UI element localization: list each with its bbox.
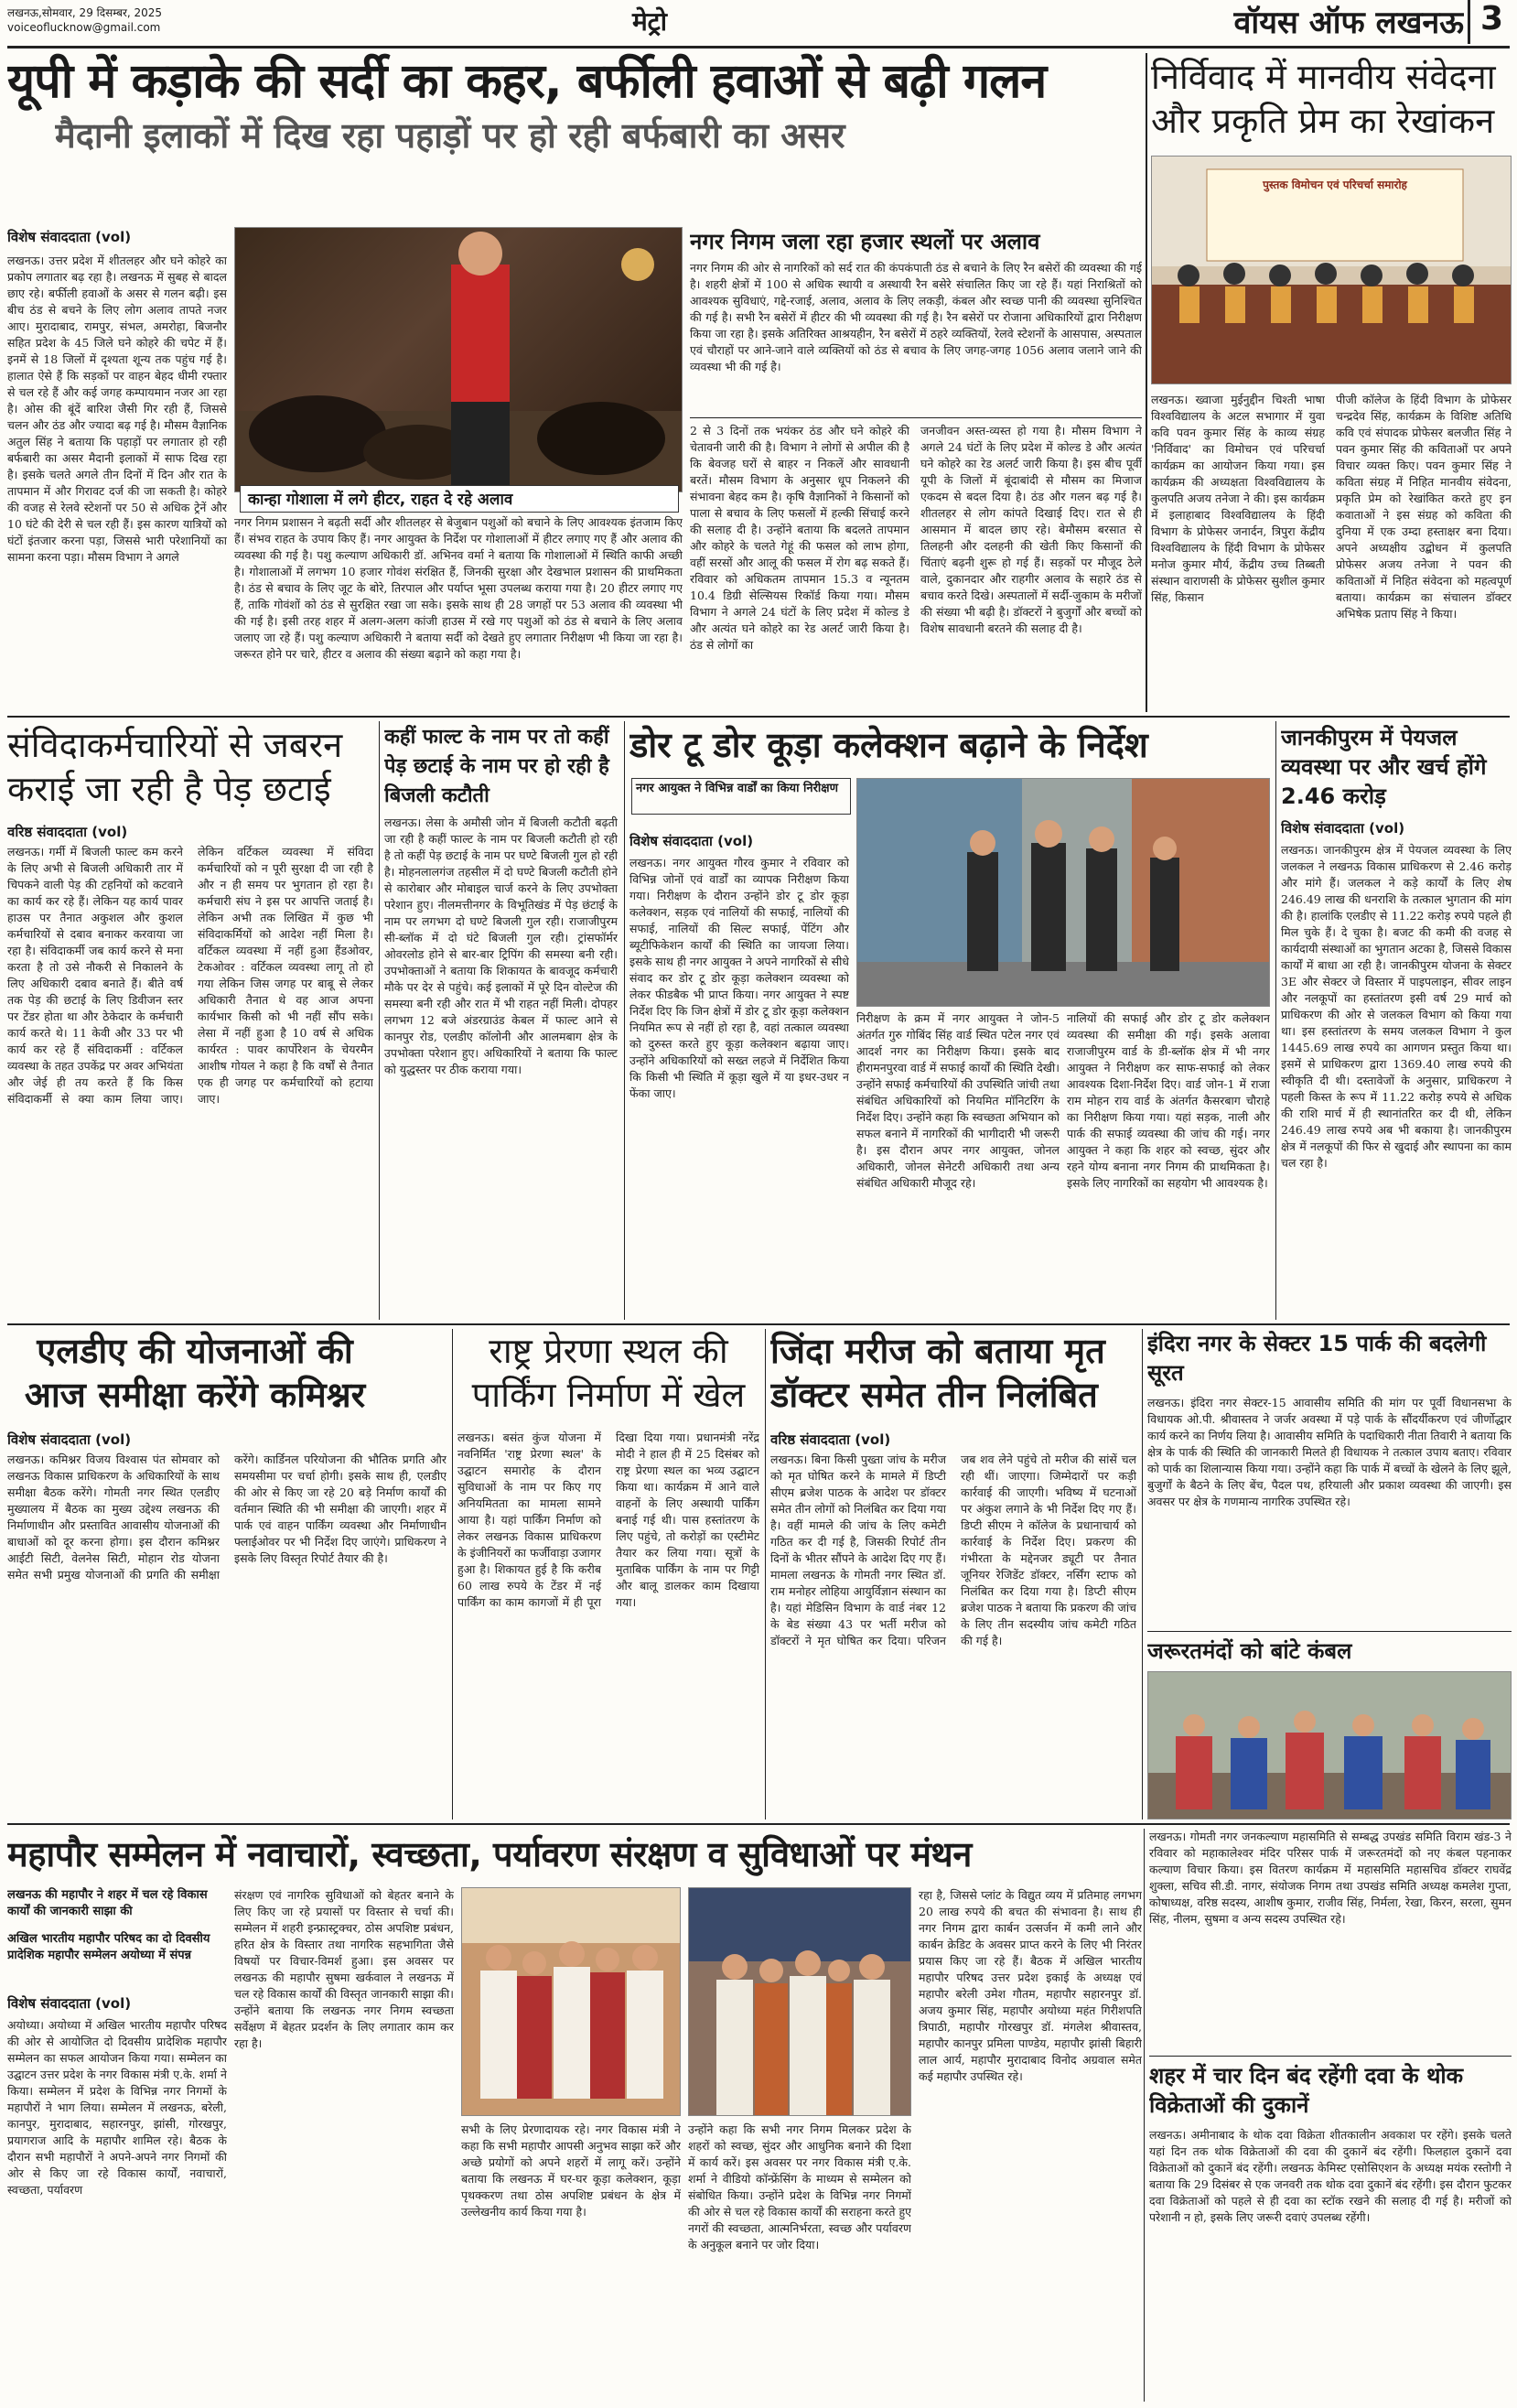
- contract-body: लखनऊ। गर्मी में बिजली फाल्ट कम करने के लिए अभी से बिजली अधिकारी तार में चिपकने वाली पेड़ की टहनियों को कटवाने का कार्य कर रहे हैं। लेकिन यह कार्य पावर हाउस पर तैनात अकुशल और कुशल कर्मचारियों से दबाव बनाकर करवाया जा रहा है। संविदाकर्मी जब कार्य करने से मना करता है तो उसे नौकरी से निकालने के लिए अधिकारी दबाव बनाते हैं। बीते वर्ष तक पेड़ की छटाई के लिए डिवीजन स्तर पर टेंडर होता था और ठेकेदार के कर्मचारी कार्य करते थे। 11 केवी और 33 पर भी कार्य कर रहे हैं संविदाकर्मी : वर्टिकल व्यवस्था के तहत उपकेंद्र पर अवर अभियंता और जेई ही तय करते हैं कि किस संविदाकर्मी से क्या काम लिया जाए। लेकिन वर्टिकल व्यवस्था में संविदा कर्मचारियों को न पूरी सुरक्षा दी जा रही है और न ही समय पर भुगतान हो रहा है। कर्मचारी संघ ने इस पर आपत्ति जताई है। लेकिन अभी तक लिखित में कुछ भी संविदाकर्मियों को आदेश नहीं मिला है। वर्टिकल व्यवस्था में नहीं हुआ हैंडओवर, टेकओवर : वर्टिकल व्यवस्था लागू तो हो गया लेकिन जिस जगह पर बाबू से लेकर अधिकारी तैनात थे वह आज अपना कार्यभार किसी को भी नहीं सौंप सके। लेसा में नहीं हुआ है 10 वर्ष से अधिक कार्यरत : पावर कार्पोरेशन के चेयरमैन आशीष गोयल ने कहा है कि वर्षों से तैनात एक ही जगह पर कर्मचारियों को हटाया जाए।: [7, 845, 373, 1106]
- contract-byline: वरिष्ठ संवाददाता (vol): [7, 824, 128, 840]
- col-rule: [624, 721, 625, 1320]
- fault-headline: कहीं फाल्ट के नाम पर तो कहीं पेड़ छटाई के नाम पर हो रही है बिजली कटौती: [384, 726, 609, 807]
- masthead-rule: [7, 46, 1510, 49]
- masthead-email: voiceoflucknow@gmail.com: [7, 21, 161, 34]
- lead-headline: यूपी में कड़ाके की सर्दी का कहर, बर्फीली हवाओं से बढ़ी गलन: [7, 54, 1047, 109]
- fault-body: लखनऊ। लेसा के अमौसी जोन में बिजली कटौती बढ़ती जा रही है कहीं फाल्ट के नाम पर बिजली कटौती हो रही है तो कहीं पेड़ छटाई के नाम पर घण्टे बिजली गुल हो रही है। मोहनलालगंज तहसील में दो घण्टे बिजली कटौती होने से कारोबार और मोबाइल चार्ज करने के लिए उपभोक्ता परेशान हुए। नीलमत्तीनगर के विभूतिखंड में पेड़ छंटाई के नाम पर लगभग दो घण्टे बिजली गुल रही। राजाजीपुरम सी-ब्लॉक में दो घंटे बिजली गुल रही। ट्रांसफॉर्मर ओवरलोड होने से बार-बार ट्रिपिंग की समस्या बनी रही। उपभोक्ताओं ने बताया कि शिकायत के बावजूद कर्मचारी मौके पर देर से पहुंचे। कई इलाकों में पूरे दिन वोल्टेज की समस्या बनी रही और रात में भी राहत नहीं मिली। दोपहर लगभग 12 बजे अंडरग्राउंड केबल में फाल्ट आने से कानपुर रोड, एलडीए कॉलोनी और आलमबाग क्षेत्र के उपभोक्ता परेशान हुए। अधिकारियों ने बताया कि फाल्ट को युद्धस्तर पर ठीक कराया गया।: [384, 815, 618, 1076]
- mayor-bullet-2: अखिल भारतीय महापौर परिषद का दो दिवसीय प्रादेशिक महापौर सम्मेलन अयोध्या में संपन्न: [7, 1932, 210, 1962]
- mayor-illustration-1: [462, 1888, 681, 2116]
- mayor-illustration-2: [689, 1888, 911, 2116]
- row-rule: [7, 1823, 1510, 1825]
- masthead-date-block: [7, 5, 309, 42]
- masthead-date: लखनऊ,सोमवार, 29 दिसम्बर, 2025: [7, 6, 163, 19]
- humanity-col1: लखनऊ। ख्वाजा मुईनुद्दीन चिश्ती भाषा विश्वविद्यालय के अटल सभागार में युवा कवि पवन कुमार सिंह के काव्य संग्रह 'निर्विवाद' का विमोचन एवं परिचर्चा कार्यक्रम का आयोजन किया गया। इस कार्यक्रम की अध्यक्षता विश्वविद्यालय के कुलपति अजय तनेजा ने की। इस कार्यक्रम में इलाहाबाद विश्वविद्यालय के हिंदी विभाग के प्रोफेसर जनार्दन, त्रिपुरा केंद्रीय विश्वविद्यालय के हिंदी विभाग के प्रोफेसर मनोज कुमार मौर्य, केंद्रीय उच्च तिब्बती संस्थान वाराणसी के प्रोफेसर सुशील कुमार सिंह, किसान: [1151, 393, 1325, 604]
- mayor-headline: महापौर सम्मेलन में नवाचारों, स्वच्छता, पर्यावरण संरक्षण व सुविधाओं पर मंथन: [7, 1834, 972, 1874]
- cow-shelter-illustration: [235, 228, 683, 492]
- blanket-headline: जरूरतमंदों को बांटे कंबल: [1147, 1638, 1352, 1664]
- lead-subhead: मैदानी इलाकों में दिख रहा पहाड़ों पर हो रही बर्फबारी का असर: [55, 115, 845, 156]
- medicine-headline: शहर में चार दिन बंद रहेंगी दवा के थोक विक्रेताओं की दुकानें: [1149, 2063, 1464, 2118]
- janki-body: लखनऊ। जानकीपुरम क्षेत्र में पेयजल व्यवस्था के लिए जलकल ने लखनऊ विकास प्राधिकरण से 2.46 करोड़ और मांगे हैं। जलकल ने कड़े कार्यों के लिए शेष 246.49 लाख की धनराशि के तत्काल भुगतान की मांग की है। हालांकि एलडीए से 11.22 करोड़ रुपये पहले ही मिल चुके हैं। दे चुका है। बजट की कमी की वजह से कार्यदायी संस्थाओं का भुगतान अटका है, जिससे विकास कार्यों में बाधा आ रही है। जानकीपुरम योजना के सेक्टर 3E और सेक्टर जे विस्तार में पाइपलाइन, सीवर लाइन और नलकूपों का हस्तांतरण इसी वर्ष 29 मार्च को प्राधिकरण की ओर से जलकल विभाग को किया गया था। इस हस्तांतरण के समय जलकल विभाग ने कुल 1445.69 लाख रुपये का आगणन प्रस्तुत किया था। इसमें से प्राधिकरण द्वारा 1369.40 लाख रुपये की स्वीकृति दी थी। दस्तावेजों के अनुसार, प्राधिकरण ने पहली किस्त के रूप में 11.22 करोड़ रुपये से अधिक की राशि मार्च में ही स्थानांतरित कर दी थी, लेकिन 246.49 लाख रुपये अब भी बकाया है। जानकीपुरम क्षेत्र में नलकूपों की फिर से खुदाई और स्थापना का काम चल रहा है।: [1281, 843, 1512, 1170]
- mayor-byline: विशेष संवाददाता (vol): [7, 1995, 132, 2012]
- col-rule: [765, 1329, 766, 1819]
- door-byline: विशेष संवाददाता (vol): [629, 833, 754, 849]
- blanket-illustration: [1148, 1672, 1512, 1819]
- col-rule: [1142, 1329, 1143, 1819]
- blanket-rule: [1149, 2056, 1512, 2057]
- patient-byline: वरिष्ठ संवाददाता (vol): [770, 1431, 891, 1448]
- inspection-illustration: [857, 779, 1270, 1007]
- lda-body: लखनऊ। कमिश्नर विजय विश्वास पंत सोमवार को लखनऊ विकास प्राधिकरण के अधिकारियों के साथ समीक्षा बैठक करेंगे। गोमती नगर स्थित एलडीए मुख्यालय में बैठक का मुख्य उद्देश्य लखनऊ की निर्माणाधीन और प्रस्तावित आवासीय योजनाओं की बाधाओं को दूर करना होगा। इस दौरान कमिश्नर आईटी सिटी, वेलनेस सिटी, मोहान रोड योजना समेत सभी प्रमुख योजनाओं की प्रगति की समीक्षा करेंगे। कार्डिनल परियोजना की भौतिक प्रगति और समयसीमा पर चर्चा होगी। इसके साथ ही, एलडीए की ओर से किए जा रहे 20 बड़े निर्माण कार्यों की वर्तमान स्थिति की भी समीक्षा की जाएगी। शहर में पार्क एवं वाहन पार्किंग व्यवस्था और निर्माणाधीन फ्लाईओवर पर भी निर्देश दिए जाएंगे। प्राधिकरण ने इसके लिए विस्तृत रिपोर्ट तैयार की है।: [7, 1452, 446, 1582]
- col-rule: [452, 1329, 453, 1819]
- lda-byline: विशेष संवाददाता (vol): [7, 1431, 132, 1448]
- mayor-photo-1: [461, 1887, 681, 2116]
- mayor-col4: रहा है, जिससे प्लांट के विद्युत व्यय में प्रतिमाह लगभग 20 लाख रुपये की बचत की संभावना है। साथ ही नगर निगम द्वारा कार्बन उत्सर्जन में कमी लाने और कार्बन क्रेडिट के अवसर प्राप्त करने के लिए भी निरंतर प्रयास किए जा रहे हैं। बैठक में अखिल भारतीय महापौर परिषद उत्तर प्रदेश इकाई के अध्यक्ष एवं महापौर बरेली उमेश गौतम, महापौर सहारनपुर डॉ. अजय कुमार सिंह, महापौर अयोध्या महंत गिरीशपति त्रिपाठी, महापौर गोरखपुर डॉ. मंगलेश श्रीवास्तव, महापौर कानपुर प्रमिला पाण्डेय, महापौर झांसी बिहारी लाल आर्य, महापौर मुरादाबाद विनोद अग्रवाल समेत कई महापौर उपस्थित रहे।: [919, 1888, 1142, 2083]
- mayor-col2: संरक्षण एवं नागरिक सुविधाओं को बेहतर बनाने के लिए किए जा रहे प्रयासों पर विस्तार से चर्चा की। सम्मेलन में शहरी इन्फ्रास्ट्रक्चर, ठोस अपशिष्ट प्रबंधन, हरित क्षेत्र के विस्तार तथा नागरिक सहभागिता जैसे विषयों पर विचार-विमर्श हुआ। इस अवसर पर लखनऊ की महापौर सुषमा खर्कवाल ने लखनऊ में चल रहे विकास कार्यों की विस्तृत जानकारी साझा की। उन्होंने बताया कि लखनऊ नगर निगम स्वच्छता सर्वेक्षण में बेहतर प्रदर्शन के लिए लगातार काम कर रहा है।: [234, 1888, 454, 2050]
- door-headline: डोर टू डोर कूड़ा कलेक्शन बढ़ाने के निर्देश: [629, 725, 1148, 765]
- section-title: मेट्रो: [631, 6, 668, 37]
- lead-col4: जनजीवन अस्त-व्यस्त हो गया है। मौसम विभाग ने अगले 24 घंटों के लिए प्रदेश में कोल्ड डे और अत्यंत घने कोहरे का रेड अलर्ट जारी किया है। इस बीच पूर्वी यूपी के जिलों में बूंदाबांदी से मौसम का मिजाज एकदम से बदल दिया है। ठंड और गलन बढ़ गई है। शीतलहर से लोग कांपते दिखाई दिए। रात से ही आसमान में बादल छाए रहे। बेमौसम बरसात से तिलहनी और दलहनी की खेती किए किसानों की चिंताएं बढ़नी शुरू हो गई हैं। सड़कों पर मौजूद ठेले वाले, दुकानदार और राहगीर अलाव के सहारे ठंड से बचाव करते दिखे। अस्पतालों में सर्दी-जुकाम के मरीजों की संख्या भी बढ़ी है। डॉक्टरों ने बुजुर्गों और बच्चों को विशेष सावधानी बरतने की सलाह दी है।: [920, 424, 1142, 635]
- inspection-photo: [856, 778, 1270, 1007]
- door-col1: लखनऊ। नगर आयुक्त गौरव कुमार ने रविवार को विभिन्न जोनों एवं वार्डों का व्यापक निरीक्षण किया गया। निरीक्षण के दौरान उन्होंने डोर टू डोर कूड़ा कलेक्शन, सड़क एवं नालियों की सफाई, नालियों की सफाई, नालियों की सिल्ट सफाई, पेंटिंग और ब्यूटीफिकेशन कार्यों की स्थिति का जायजा लिया। इसके साथ ही नगर आयुक्त ने अपने नागरिकों से सीधे संवाद कर डोर टू डोर कूड़ा कलेक्शन व्यवस्था को लेकर फीडबैक भी प्राप्त किया। नगर आयुक्त ने स्पष्ट निर्देश दिए कि जिन क्षेत्रों में डोर टू डोर कूड़ा कलेक्शन नियमित रूप से नहीं हो रहा है, वहां तत्काल व्यवस्था को दुरुस्त करते हुए कूड़ा कलेक्शन बढ़ाया जाए। उन्होंने अधिकारियों को सख्त लहजे में निर्देशित किया कि किसी भी स्थिति में कूड़ा खुले में या इधर-उधर न फेंका जाए।: [629, 856, 849, 1100]
- indira-rule: [1147, 1631, 1512, 1632]
- col-rule: [1146, 53, 1147, 712]
- indira-body: लखनऊ। इंदिरा नगर सेक्टर-15 आवासीय समिति की मांग पर पूर्वी विधानसभा के विधायक ओ.पी. श्रीवास्तव ने जर्जर अवस्था में पड़े पार्क के सौंदर्यीकरण एवं जीर्णोद्धार कार्य करने का निर्णय लिया है। आवासीय समिति के पदाधिकारी नीता तिवारी ने बताया कि क्षेत्र के पार्क की स्थिति की जानकारी मिलते ही विधायक ने तत्काल उपाय बताए। रविवार को पार्क का शिलान्यास किया गया। उन्होंने कहा कि पार्क में बच्चों के खेलने के लिए झूले, बुजुर्गों के बैठने के लिए बेंच, पैदल पथ, हरियाली और प्रकाश व्यवस्था की जाएगी। इस अवसर पर क्षेत्र के गणमान्य नागरिक उपस्थित रहे।: [1147, 1396, 1512, 1508]
- humanity-headline: निर्विवाद में मानवीय संवेदना और प्रकृति प्रेम का रेखांकन: [1151, 57, 1496, 141]
- lda-headline: एलडीए की योजनाओं की आज समीक्षा करेंगे कमिश्नर: [24, 1331, 366, 1415]
- bonfire-body: नगर निगम की ओर से नागरिकों को सर्द रात की कंपकंपाती ठंड से बचाने के लिए रैन बसेरों की व्यवस्था की गई है। शहरी क्षेत्रों में 100 से अधिक स्थायी व अस्थायी रैन बसेरे संचालित किए जा रहे हैं। यहां निराश्रितों को आवश्यक सुविधाएं, गद्दे-रजाई, अलाव, अलाव के लिए लकड़ी, कंबल और स्वच्छ पानी की व्यवस्था सुनिश्चित की गई है। सभी रैन बसेरों में हीटर की भी व्यवस्था की गई है। रैन बसेरों पर रोजाना अधिकारियों द्वारा निरीक्षण किया जा रहा है। इसके अतिरिक्त आश्रयहीन, रैन बसेरों में ठहरे व्यक्तियों, रेलवे स्टेशनों के आसपास, अस्पताल एवं चौराहों पर आने-जाने वाले व्यक्तियों को ठंड से बचाव के लिए जगह-जगह 1056 अलाव जलाने जाने की व्यवस्था भी की गई है।: [690, 261, 1142, 373]
- brand-title: वॉयस ऑफ लखनऊ: [1233, 5, 1464, 41]
- col-rule: [1144, 1829, 1145, 2402]
- door-bullet: नगर आयुक्त ने विभिन्न वार्डों का किया निरीक्षण: [631, 778, 851, 815]
- janki-byline: विशेष संवाददाता (vol): [1281, 820, 1405, 837]
- patient-headline: जिंदा मरीज को बताया मृत डॉक्टर समेत तीन निलंबित: [770, 1331, 1105, 1415]
- col-rule: [379, 721, 380, 1320]
- row-rule: [7, 716, 1510, 718]
- lead-byline: विशेष संवाददाता (vol): [7, 229, 132, 245]
- prerna-headline: राष्ट्र प्रेरणा स्थल की पार्किंग निर्माण में खेल: [471, 1331, 746, 1415]
- mayor-bullet-1: लखनऊ की महापौर ने शहर में चल रहे विकास कार्यों की जानकारी साझा की: [7, 1888, 208, 1918]
- row-rule: [7, 1323, 1510, 1325]
- mayor-photo-2: [688, 1887, 911, 2116]
- door-col3: नालियों की सफाई और डोर टू डोर कलेक्शन व्यवस्था की समीक्षा की गई। इसके अलावा राजाजीपुरम वार्ड के डी-ब्लॉक क्षेत्र में भी नगर आयुक्त ने निरीक्षण कर साफ-सफाई को लेकर आवश्यक दिशा-निर्देश दिए। वार्ड जोन-1 में राजा राम मोहन राय वार्ड के अंतर्गत कैसरबाग चौराहे का निरीक्षण किया गया। यहां सड़क, नाली और पार्क की सफाई व्यवस्था की जांच की गई। नगर आयुक्त ने कहा कि शहर को स्वच्छ, सुंदर और रहने योग्य बनाना नगर निगम की प्राथमिकता है। इसके लिए नागरिकों का सहयोग भी आवश्यक है।: [1067, 1011, 1270, 1190]
- mayor-col1: अयोध्या। अयोध्या में अखिल भारतीय महापौर परिषद की ओर से आयोजित दो दिवसीय प्रादेशिक महापौर सम्मेलन का सफल आयोजन किया गया। सम्मेलन का उद्घाटन उत्तर प्रदेश के नगर विकास मंत्री ए.के. शर्मा ने किया। सम्मेलन में प्रदेश के विभिन्न नगर निगमों के महापौरों ने भाग लिया। सम्मेलन में लखनऊ, बरेली, कानपुर, मुरादाबाद, सहारनपुर, झांसी, गोरखपुर, प्रयागराज आदि के महापौर शामिल रहे। बैठक के दौरान सभी महापौरों ने अपने-अपने नगर निगमों की ओर से किए जा रहे विकास कार्यों, नवाचारों, स्वच्छता, पर्यावरण: [7, 2018, 227, 2197]
- page-number: 3: [1468, 0, 1513, 44]
- lead-body: लखनऊ। उत्तर प्रदेश में शीतलहर और घने कोहरे का प्रकोप लगातार बढ़ रहा है। लखनऊ में सुबह से बादल छाए रहे। बर्फीली हवाओं के असर से गलन बढ़ी। इस बीच ठंड से बचने के लिए लोग अलाव तापते नजर आए। मुरादाबाद, रामपुर, संभल, अमरोहा, बिजनौर सहित प्रदेश के 45 जिले घने कोहरे की चपेट में हैं। इनमें से 18 जिलों में दृश्यता शून्य तक पहुंच गई है। हालात ऐसे हैं कि सड़कों पर वाहन बेहद धीमी रफ्तार से चल रहे हैं और कई जगह कम्पायमान नजर आ रहा है। ओस की बूंदें बारिश जैसी गिर रही हैं, जिससे चलन और ठंड और ज्यादा बढ़ गई है। मौसम वैज्ञानिक अतुल सिंह ने बताया कि पहाड़ों पर लगातार हो रही बर्फबारी का असर मैदानी इलाकों में साफ दिख रहा है। इसके चलते अगले तीन दिनों में दिन और रात के तापमान में और गिरावट दर्ज की जा सकती है। कोहरे की वजह से रेलवे स्टेशनों पर 50 से अधिक ट्रेनें और 10 घंटे की देरी से चल रही हैं। इस कारण यात्रियों को घंटों इंतजार करना पड़ा, जिससे भारी परेशानियों का सामना करना पड़ा। मौसम विभाग ने अगले: [7, 254, 227, 564]
- janki-headline: जानकीपुरम में पेयजल व्यवस्था पर और खर्च होंगे 2.46 करोड़: [1281, 725, 1487, 809]
- book-launch-banner: पुस्तक विमोचन एवं परिचर्चा समारोह: [1263, 178, 1407, 191]
- blanket-photo: [1147, 1671, 1512, 1819]
- cow-shelter-photo: [234, 227, 683, 492]
- bonfire-headline: नगर निगम जला रहा हजार स्थलों पर अलाव: [690, 229, 1040, 254]
- medicine-body: लखनऊ। अमीनाबाद के थोक दवा विक्रेता शीतकालीन अवकाश पर रहेंगे। इसके चलते यहां दिन तक थोक विक्रेताओं की दवा की दुकानें बंद रहेंगी। फिलहाल दुकानें दवा विक्रेताओं को दुकानें बंद रहेंगी। लखनऊ केमिस्ट एसोसिएशन के अध्यक्ष मयंक रस्तोगी ने बताया कि 29 दिसंबर से एक जनवरी तक थोक दवा दुकानें बंद रहेंगी। इस दौरान फुटकर दवा विक्रेताओं को पहले से ही दवा का स्टॉक रखने की सलाह दी गई है। मरीजों को परेशानी न हो, इसके लिए जरूरी दवाएं उपलब्ध रहेंगी।: [1149, 2128, 1512, 2224]
- mayor-col3: सभी के लिए प्रेरणादायक रहे। नगर विकास मंत्री ने कहा कि सभी महापौर आपसी अनुभव साझा करें और अच्छे प्रयोगों को अपने शहरों में लागू करें। उन्होंने बताया कि लखनऊ में घर-घर कूड़ा कलेक्शन, कूड़ा पृथक्करण तथा ठोस अपशिष्ट प्रबंधन के क्षेत्र में उल्लेखनीय कार्य किया गया है।: [461, 2122, 681, 2219]
- patient-body: लखनऊ। बिना किसी पुख्ता जांच के मरीज को मृत घोषित करने के मामले में डिप्टी सीएम ब्रजेश पाठक के आदेश पर डॉक्टर समेत तीन लोगों को निलंबित कर दिया गया है। वहीं मामले की जांच के लिए कमेटी गठित कर दी गई है, जिसकी रिपोर्ट तीन दिनों के भीतर सौंपने के आदेश दिए गए हैं। मामला लखनऊ के गोमती नगर स्थित डॉ. राम मनोहर लोहिया आयुर्विज्ञान संस्थान का है। यहां मेडिसिन विभाग के वार्ड नंबर 12 के बेड संख्या 43 पर भर्ती मरीज को डॉक्टरों ने मृत घोषित कर दिया। परिजन जब शव लेने पहुंचे तो मरीज की सांसें चल रही थीं। जाएगा। जिम्मेदारों पर कड़ी कार्रवाई की जाएगी। भविष्य में घटनाओं पर अंकुश लगाने के भी निर्देश दिए गए हैं। डिप्टी सीएम ने कॉलेज के प्रधानाचार्य को कार्रवाई के निर्देश दिए। प्रकरण की गंभीरता के मद्देनजर ड्यूटी पर तैनात जूनियर रेजिडेंट डॉक्टर, नर्सिंग स्टाफ को निलंबित कर दिया गया है। डिप्टी सीएम ब्रजेश पाठक ने बताया कि प्रकरण की जांच के लिए तीन सदस्यीय जांच कमेटी गठित की गई है।: [770, 1452, 1136, 1647]
- bonfire-rule: [690, 417, 1142, 418]
- indira-headline: इंदिरा नगर के सेक्टर 15 पार्क की बदलेगी सूरत: [1147, 1331, 1487, 1386]
- humanity-col2: पीजी कॉलेज के हिंदी विभाग के प्रोफेसर चन्द्रदेव सिंह, कार्यक्रम के विशिष्ट अतिथि कवि एवं संपादक प्रोफेसर बलजीत सिंह ने पवन कुमार सिंह की कविताओं पर अपने विचार व्यक्त किए। पवन कुमार सिंह ने कविता संग्रह में निहित मानवीय संवेदना, प्रकृति प्रेम को रेखांकित करते हुए इन कवाताओं ने इस संग्रह को कविता की दुनिया में एक उम्दा हस्ताक्षर बना दिया। अपने अध्यक्षीय उद्बोधन में कुलपति प्रोफेसर अजय तनेजा ने पवन की कविताओं में निहित संवेदना को महत्वपूर्ण बताया। कार्यक्रम का संचालन डॉक्टर अभिषेक प्रताप सिंह ने किया।: [1336, 393, 1512, 621]
- book-launch-photo: [1151, 156, 1512, 384]
- lead-col3: 2 से 3 दिनों तक भयंकर ठंड और घने कोहरे की चेतावनी जारी की है। विभाग ने लोगों से अपील की है कि बेवजह घरों से बाहर न निकलें और सावधानी बरतें। मौसम विभाग के अनुसार धूप निकलने की संभावना बेहद कम है। कृषि वैज्ञानिकों ने किसानों को पाला से बचाव के लिए फसलों में हल्की सिंचाई करने की सलाह दी है। उन्होंने बताया कि बदलते तापमान और कोहरे के चलते गेहूं की फसल को लाभ होगा, वहीं सरसों और आलू की फसल में रोग बढ़ सकते हैं। रविवार को अधिकतम तापमान 15.3 व न्यूनतम 10.4 डिग्री सेल्सियस रिकॉर्ड किया गया। मौसम विभाग ने अगले 24 घंटों के लिए प्रदेश में कोल्ड डे और अत्यंत घने कोहरे का रेड अलर्ट जारी किया है। ठंड से लोगों का: [690, 424, 909, 652]
- contract-headline: संविदाकर्मचारियों से जबरन कराई जा रही है पेड़ छटाई: [7, 725, 343, 809]
- mayor-col5: उन्होंने कहा कि सभी नगर निगम मिलकर प्रदेश के शहरों को स्वच्छ, सुंदर और आधुनिक बनाने की दिशा में कार्य करें। इस अवसर पर नगर विकास मंत्री ए.के. शर्मा ने वीडियो कॉन्फ्रेंसिंग के माध्यम से सम्मेलन को संबोधित किया। उन्होंने प्रदेश के विभिन्न नगर निगमों की ओर से चल रहे विकास कार्यों की सराहना करते हुए नगरों की स्वच्छता, आत्मनिर्भरता, स्वच्छ और पर्यावरण के अनुकूल बनाने पर जोर दिया।: [688, 2122, 911, 2251]
- prerna-body: लखनऊ। बसंत कुंज योजना में नवनिर्मित 'राष्ट्र प्रेरणा स्थल' के उद्घाटन समारोह के दौरान सुविधाओं के नाम पर किए गए अनियमितता का मामला सामने आया है। यहां पार्किंग निर्माण को लेकर लखनऊ विकास प्राधिकरण के इंजीनियरों का फर्जीवाड़ा उजागर हुआ है। शिकायत हुई है कि करीब 60 लाख रुपये के टेंडर में नई पार्किंग का काम कागजों में ही पूरा दिखा दिया गया। प्रधानमंत्री नरेंद्र मोदी ने हाल ही में 25 दिसंबर को राष्ट्र प्रेरणा स्थल का भव्य उद्घाटन किया था। कार्यक्रम में आने वाले वाहनों के लिए अस्थायी पार्किंग बनाई गई थी। पास हस्तांतरण के लिए पहुंचे, तो करोड़ों का एस्टीमेट तैयार कर लिया गया। सूत्रों के मुताबिक पार्किंग के नाम पर गिट्टी और बालू डालकर काम दिखाया गया।: [457, 1431, 759, 1609]
- door-col2: निरीक्षण के क्रम में नगर आयुक्त ने जोन-5 अंतर्गत गुरु गोबिंद सिंह वार्ड स्थित पटेल नगर एवं आदर्श नगर का निरीक्षण किया। इसके बाद हीरामनपुरवा वार्ड में सफाई कार्यों की स्थिति देखी। उन्होंने सफाई कर्मचारियों की उपस्थिति जांची तथा संबंधित अधिकारियों को नियमित मॉनिटरिंग के निर्देश दिए। उन्होंने कहा कि स्वच्छता अभियान को सफल बनाने में नागरिकों की भागीदारी भी जरूरी है। इस दौरान अपर नगर आयुक्त, जोनल अधिकारी, जोनल सेनेटरी अधिकारी तथा अन्य संबंधित अधिकारी मौजूद रहे।: [856, 1011, 1060, 1190]
- cow-shelter-caption: कान्हा गोशाला में लगे हीटर, राहत दे रहे अलाव: [240, 485, 679, 513]
- col-rule: [1275, 721, 1276, 1320]
- cow-shelter-body: नगर निगम प्रशासन ने बढ़ती सर्दी और शीतलहर से बेजुबान पशुओं को बचाने के लिए आवश्यक इंतजाम किए हैं। संभव राहत के उपाय किए हैं। नगर आयुक्त के निर्देश पर गोशालाओं में हीटर लगाए गए हैं और अलाव की व्यवस्था की गई है। पशु कल्याण अधिकारी डॉ. अभिनव वर्मा ने बताया कि गोशालाओं में स्थिति काफी अच्छी है। गोशालाओं में लगभग 10 हजार गोवंश संरक्षित हैं, जिनकी सुरक्षा और देखभाल प्रशासन की प्राथमिकता है। ठंड से बचाव के लिए जूट के बोरे, तिरपाल और पर्याप्त भूसा उपलब्ध कराया गया है। 20 हीटर लगाए गए हैं, ताकि गोवंशों को ठंड से सुरक्षित रखा जा सके। इसके साथ ही 28 जगहों पर 53 अलाव की व्यवस्था भी की गई है। इसी तरह शहर में अलग-अलग कांजी हाउस में रखे गए पशुओं को ठंड से बचाने के लिए अलाव जलाए जा रहे हैं। पशु कल्याण अधिकारी ने बताया सर्दी को देखते हुए लगातार निरीक्षण भी किया जा रहा है। जरूरत होने पर चारे, हीटर व अलाव की संख्या बढ़ाने को कहा गया है।: [234, 515, 683, 661]
- blanket-body: लखनऊ। गोमती नगर जनकल्याण महासमिति से सम्बद्ध उपखंड समिति विराम खंड-3 ने रविवार को महाकालेश्वर मंदिर परिसर पार्क में जरूरतमंदों को नए कंबल पहनाकर कल्याण विचार किया। इस वितरण कार्यक्रम में महासमिति महासचिव डॉक्टर राघवेंद्र शुक्ला, सचिव सी.डी. नागर, संयोजक निगम तथा उपखंड समिति अध्यक्ष कमलेश गुप्ता, कोषाध्यक्ष, वरिष्ठ सदस्य, आशीष कुमार, राजीव सिंह, निर्मला, रेखा, किरन, सरला, सुमन सिंह, नीलम, सुषमा व अन्य सदस्य उपस्थित रहे।: [1149, 1830, 1512, 1926]
